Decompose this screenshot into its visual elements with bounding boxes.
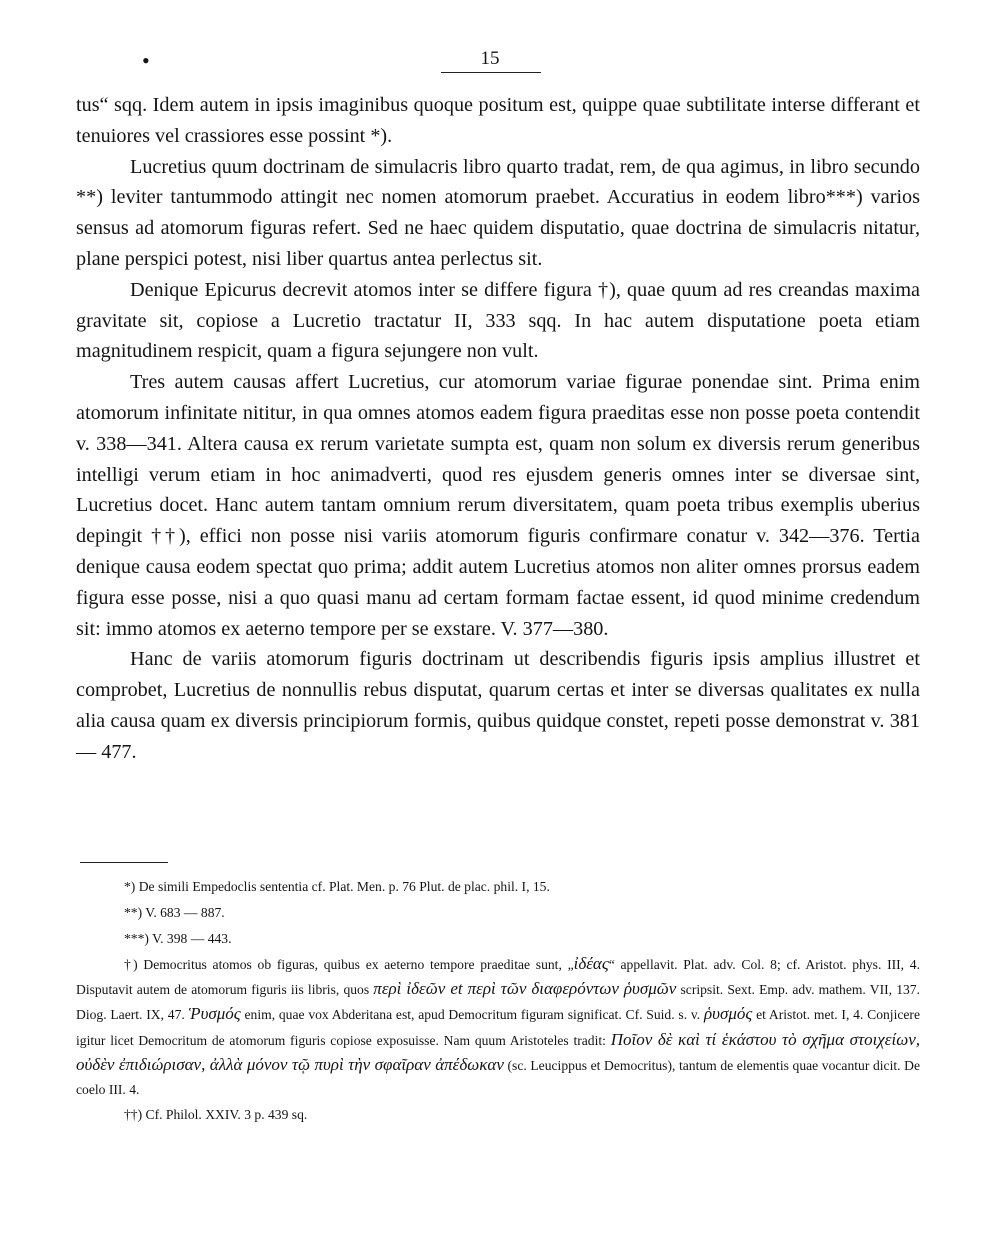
body-text <box>76 90 920 768</box>
footnotes <box>76 874 920 1128</box>
footnote-4-text-3: scripsit. Sext. Emp. adv. mathem. VII, 137. Diog. Laert. IX, 47. <box>76 982 920 1023</box>
footnote-4-text-5: et Aristot. met. I, 4. Conjicere igitur licet Democritum de atomorum figuris copiose exposuisse. Nam quum Aristoteles tradit: <box>76 1007 920 1048</box>
footnote-4-text-6: (sc. Leucippus et Democritus), tantum de elementis quae vocantur dicit. De coelo III. 4. <box>76 1057 920 1098</box>
footnote-2: **) V. 683 — 887. <box>124 905 225 920</box>
page-number: 15 <box>480 48 500 69</box>
footnote-5: ††) Cf. Philol. XXIV. 3 p. 439 sq. <box>124 1107 308 1123</box>
footnote-4-text-1: †) Democritus atomos ob figuras, quibus ex aeterno tempore praeditae sunt, „ <box>124 957 574 972</box>
paragraph-3: Denique Epicurus decrevit atomos inter se differe figura †), quae quum ad res creandas maxima gravitate sit, copiose a Lucretio tractatur II, 333 sqq. In hac autem disputatione poeta etiam magnitudinem respicit, quam a figura sejungere non vult. <box>76 278 920 363</box>
paragraph-2: Lucretius quum doctrinam de simulacris libro quarto tradat, rem, de qua agimus, in libro secundo **) leviter tantummodo attingit nec nomen atomorum praebet. Accuratius in eodem libro***) varios sensus ad atomorum figuras refert. Sed ne haec quidem disputatio, quae doctrina de simulacris nitatur, plane perspici potest, nisi liber quartus antea perlectus sit. <box>76 155 920 270</box>
header-bullet: • <box>142 48 150 73</box>
paragraph-1: tus“ sqq. Idem autem in ipsis imaginibus quoque positum est, quippe quae subtilitate interse differant et tenuiores vel crassiores esse possint *). <box>76 94 920 147</box>
footnote-4-text-2: “ appellavit. Plat. adv. Col. 8; cf. Aristot. phys. III, 4. Disputavit autem de atomorum figuris iis libris, quos <box>76 957 920 998</box>
footnote-1: *) De simili Empedoclis sententia cf. Plat. Men. p. 76 Plut. de plac. phil. I, 15. <box>124 879 550 894</box>
page-number-rule <box>441 72 541 73</box>
footnote-4-greek-3: Ῥυσμός <box>188 1004 241 1024</box>
paragraph-5: Hanc de variis atomorum figuris doctrinam ut describendis figuris ipsis amplius illustret et comprobet, Lucretius de nonnullis rebus disputat, quarum certas et inter se diversas qualitates ex nulla alia causa quam ex diversis principiorum formis, quibus quidque constet, repeti posse demonstrat v. 381 — 477. <box>76 648 920 763</box>
footnote-4-greek-2: περὶ ἰδεῶν et περὶ τῶν διαφερόντων ῥυσμῶν <box>373 979 677 999</box>
footnote-4-greek-1: ἰδέας <box>573 954 609 973</box>
footnote-4 <box>76 952 920 1102</box>
footnote-3: ***) V. 398 — 443. <box>124 931 232 946</box>
paragraph-4: Tres autem causas affert Lucretius, cur atomorum variae figurae ponendae sint. Prima enim atomorum infinitate nititur, in qua omnes atomos eadem figura praeditas esse non posse poeta contendit v. 338—341. Altera causa ex rerum varietate sumpta est, quam non solum ex diversis rerum generibus intelligi verum etiam in hoc animadverti, quod res ejusdem generis omnes inter se diversae sint, Lucretius docet. Hanc autem tantam omnium rerum diversitatem, quam poeta tribus exemplis uberius depingit ††), effici non posse nisi variis atomorum figuris confirmare conatur v. 342—376. Tertia denique causa eodem spectat quo prima; addit autem Lucretius atomos non aliter omnes prorsus eadem figura esse posse, nisi a quo quasi manu ad certam formam factae essent, id quod minime credendum sit: immo atomos ex aeterno tempore per se exstare. V. 377—380. <box>76 371 920 640</box>
footnote-4-text-4: enim, quae vox Abderitana est, apud Democritum figuram significat. Cf. Suid. s. v. <box>240 1007 704 1023</box>
footnote-4-greek-4: ῥυσμός <box>704 1004 753 1024</box>
footnote-separator <box>80 862 168 863</box>
footnote-4-greek-5: Ποῖον δὲ καὶ τί ἑκάστου τὸ σχῆμα στοιχείων, οὐδὲν ἐπιδιώρισαν, ἀλλὰ μόνον τῷ πυρὶ τὴν σφαῖραν ἀπέδωκαν <box>76 1029 921 1074</box>
